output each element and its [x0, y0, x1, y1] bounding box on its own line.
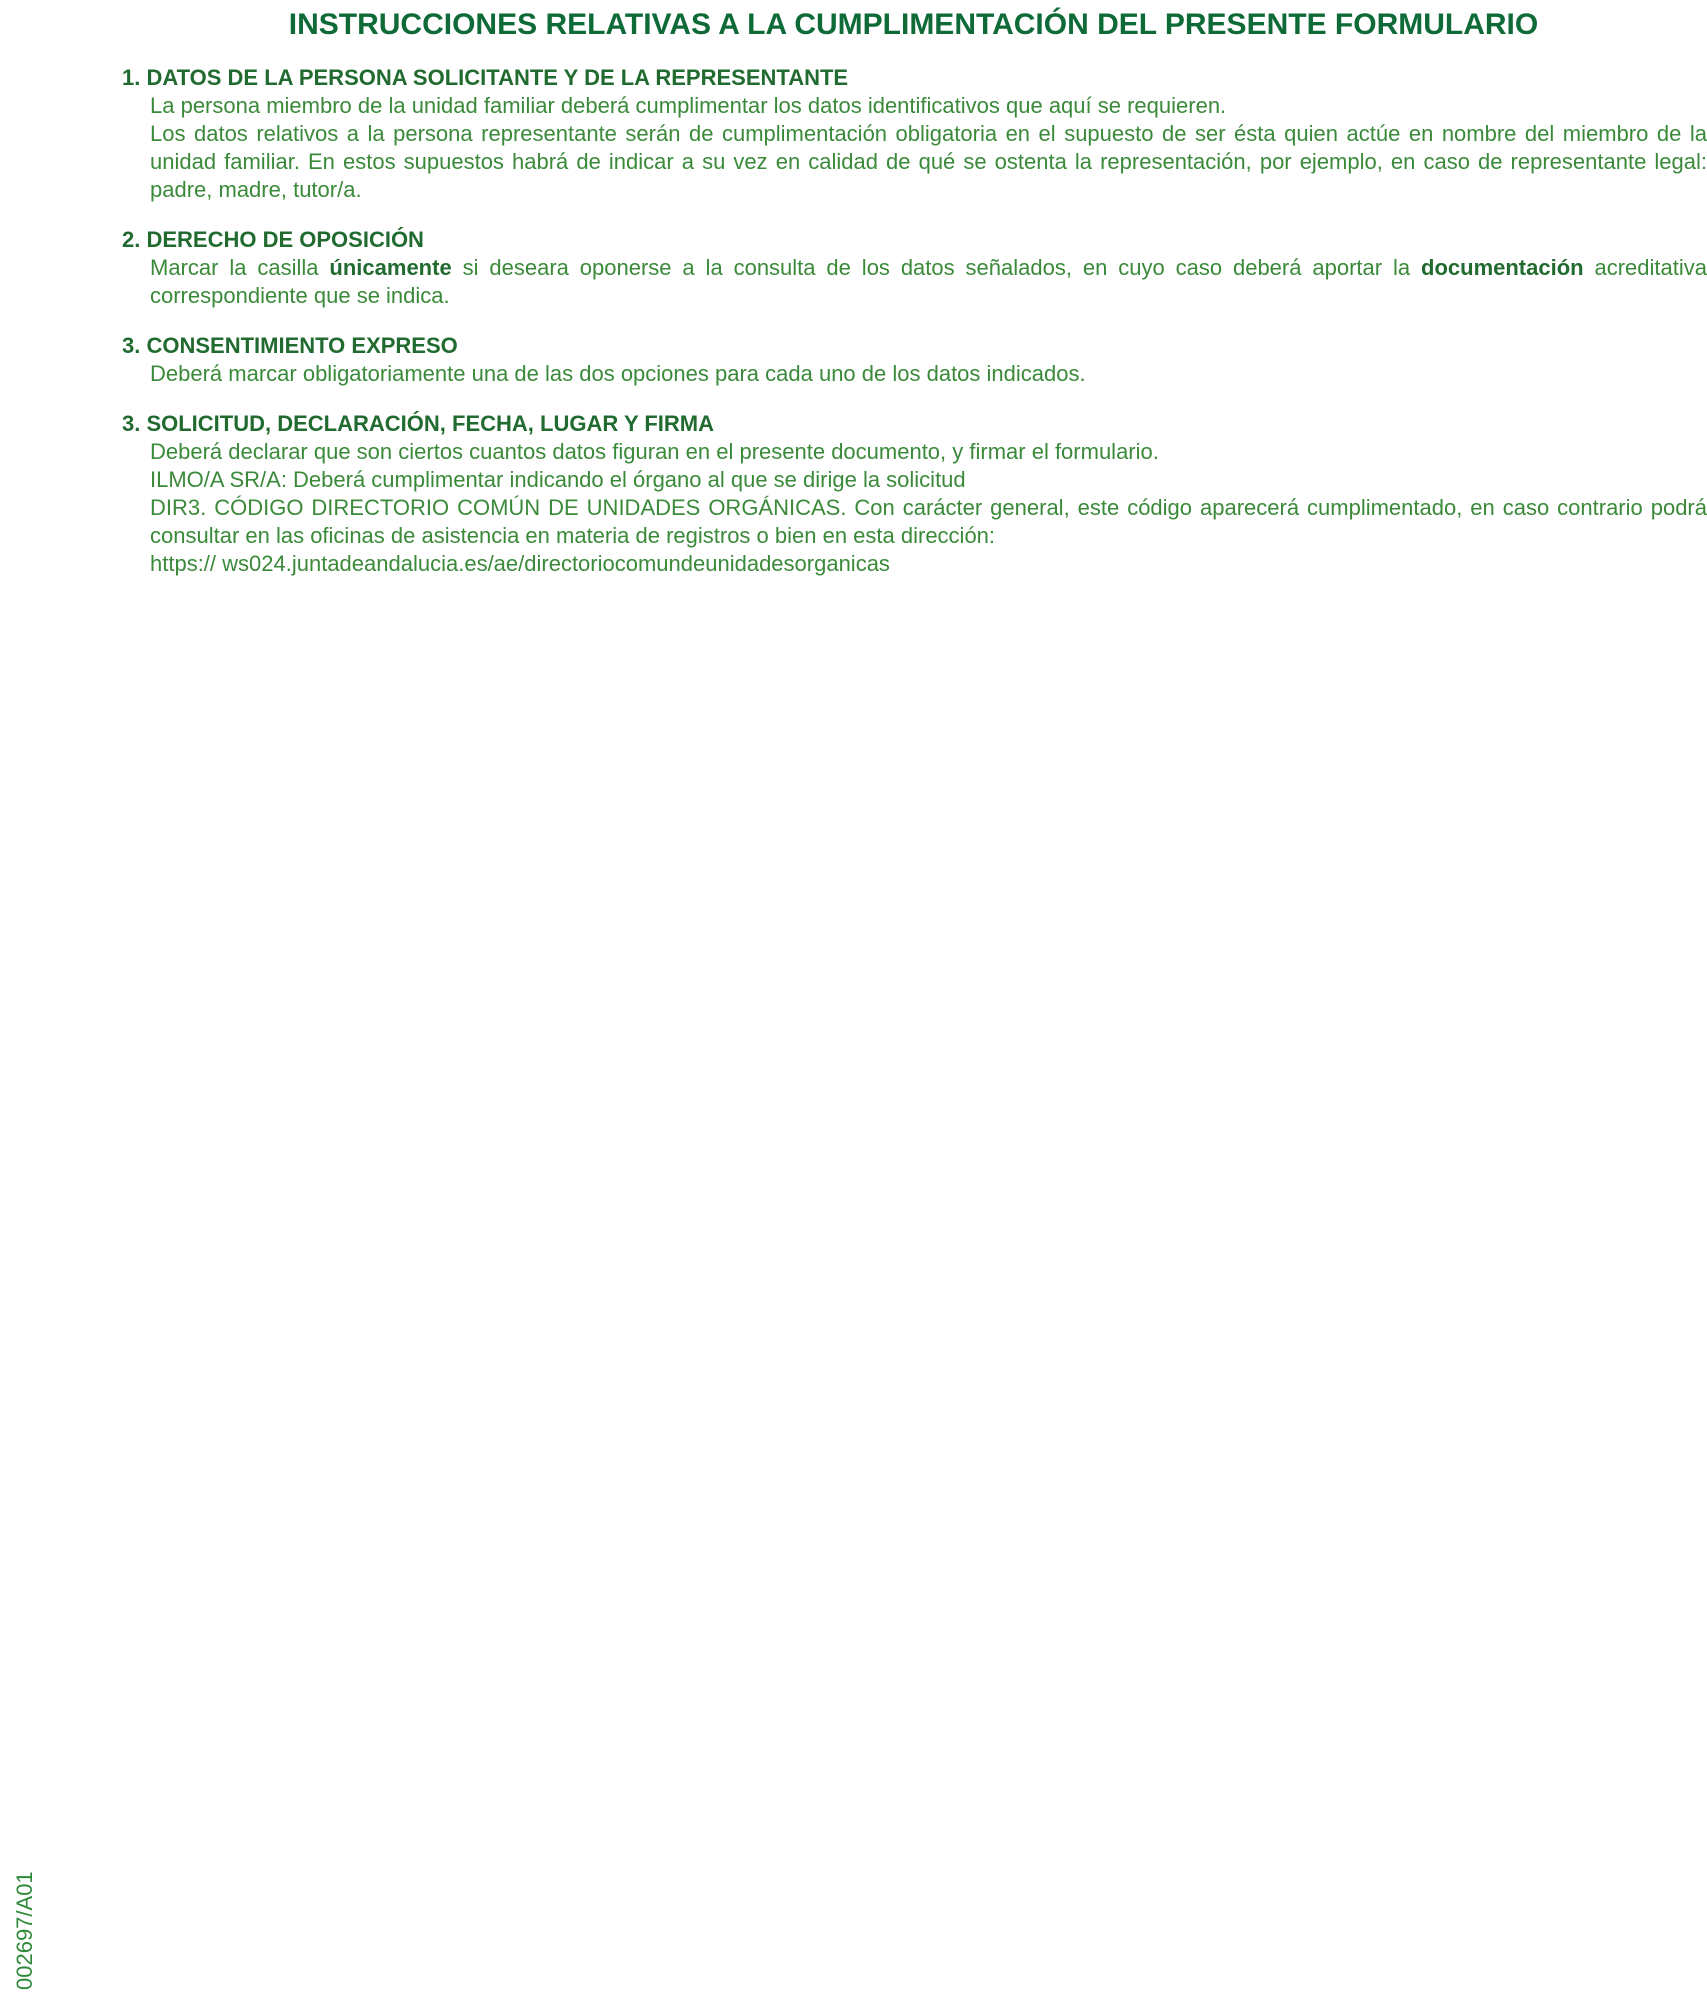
document-code	[12, 1840, 42, 1990]
page-title: INSTRUCCIONES RELATIVAS A LA CUMPLIMENTACIÓN DEL PRESENTE FORMULARIO	[288, 8, 1539, 41]
section-right-of-opposition	[122, 226, 1707, 310]
section-heading: 3. SOLICITUD, DECLARACIÓN, FECHA, LUGAR Y FIRMA	[122, 411, 714, 436]
section-body	[122, 360, 1707, 388]
section-heading: 1. DATOS DE LA PERSONA SOLICITANTE Y DE LA REPRESENTANTE	[122, 65, 849, 90]
section-applicant-data	[122, 64, 1707, 204]
section-express-consent	[122, 332, 1707, 388]
paragraph	[150, 254, 1707, 310]
instructions-content	[122, 64, 1707, 600]
paragraph: Deberá marcar obligatoriamente una de las dos opciones para cada uno de los datos indicados.	[150, 361, 1086, 386]
section-application-declaration	[122, 410, 1707, 578]
section-body	[122, 254, 1707, 310]
directory-link[interactable]: https:// ws024.juntadeandalucia.es/ae/directoriocomundeunidadesorganicas	[150, 551, 890, 576]
section-heading: 2. DERECHO DE OPOSICIÓN	[122, 227, 424, 252]
emphasis-text: documentación	[1421, 255, 1584, 280]
section-heading: 3. CONSENTIMIENTO EXPRESO	[122, 333, 458, 358]
paragraph: La persona miembro de la unidad familiar deberá cumplimentar los datos identificativos que aquí se requieren.	[150, 93, 1227, 118]
paragraph: Los datos relativos a la persona representante serán de cumplimentación obligatoria en el supuesto de ser ésta quien actúe en nombre del miembro de la unidad familiar. En estos supuestos habrá de indicar a su vez en calidad de qué se ostenta la representación, por ejemplo, en caso de representante legal: padre, madre, tutor/a.	[150, 121, 1707, 202]
text-fragment: si deseara oponerse a la consulta de los datos señalados, en cuyo caso deberá aportar la	[451, 255, 1422, 280]
paragraph: Deberá declarar que son ciertos cuantos datos figuran en el presente documento, y firmar el formulario.	[150, 439, 1159, 464]
emphasis-text: únicamente	[329, 255, 452, 280]
paragraph: DIR3. CÓDIGO DIRECTORIO COMÚN DE UNIDADES ORGÁNICAS. Con carácter general, este código aparecerá cumplimentado, en caso contrario podrá consultar en las oficinas de asistencia en materia de registros o bien en esta dirección:	[150, 495, 1707, 548]
text-fragment: acreditativa correspondiente que se indica.	[150, 255, 1707, 308]
paragraph: ILMO/A SR/A: Deberá cumplimentar indicando el órgano al que se dirige la solicitud	[150, 467, 966, 492]
section-body	[122, 92, 1707, 204]
text-fragment: Marcar la casilla	[150, 255, 330, 280]
section-body	[122, 438, 1707, 578]
document-code-text: 002697/A01	[12, 1871, 37, 1990]
